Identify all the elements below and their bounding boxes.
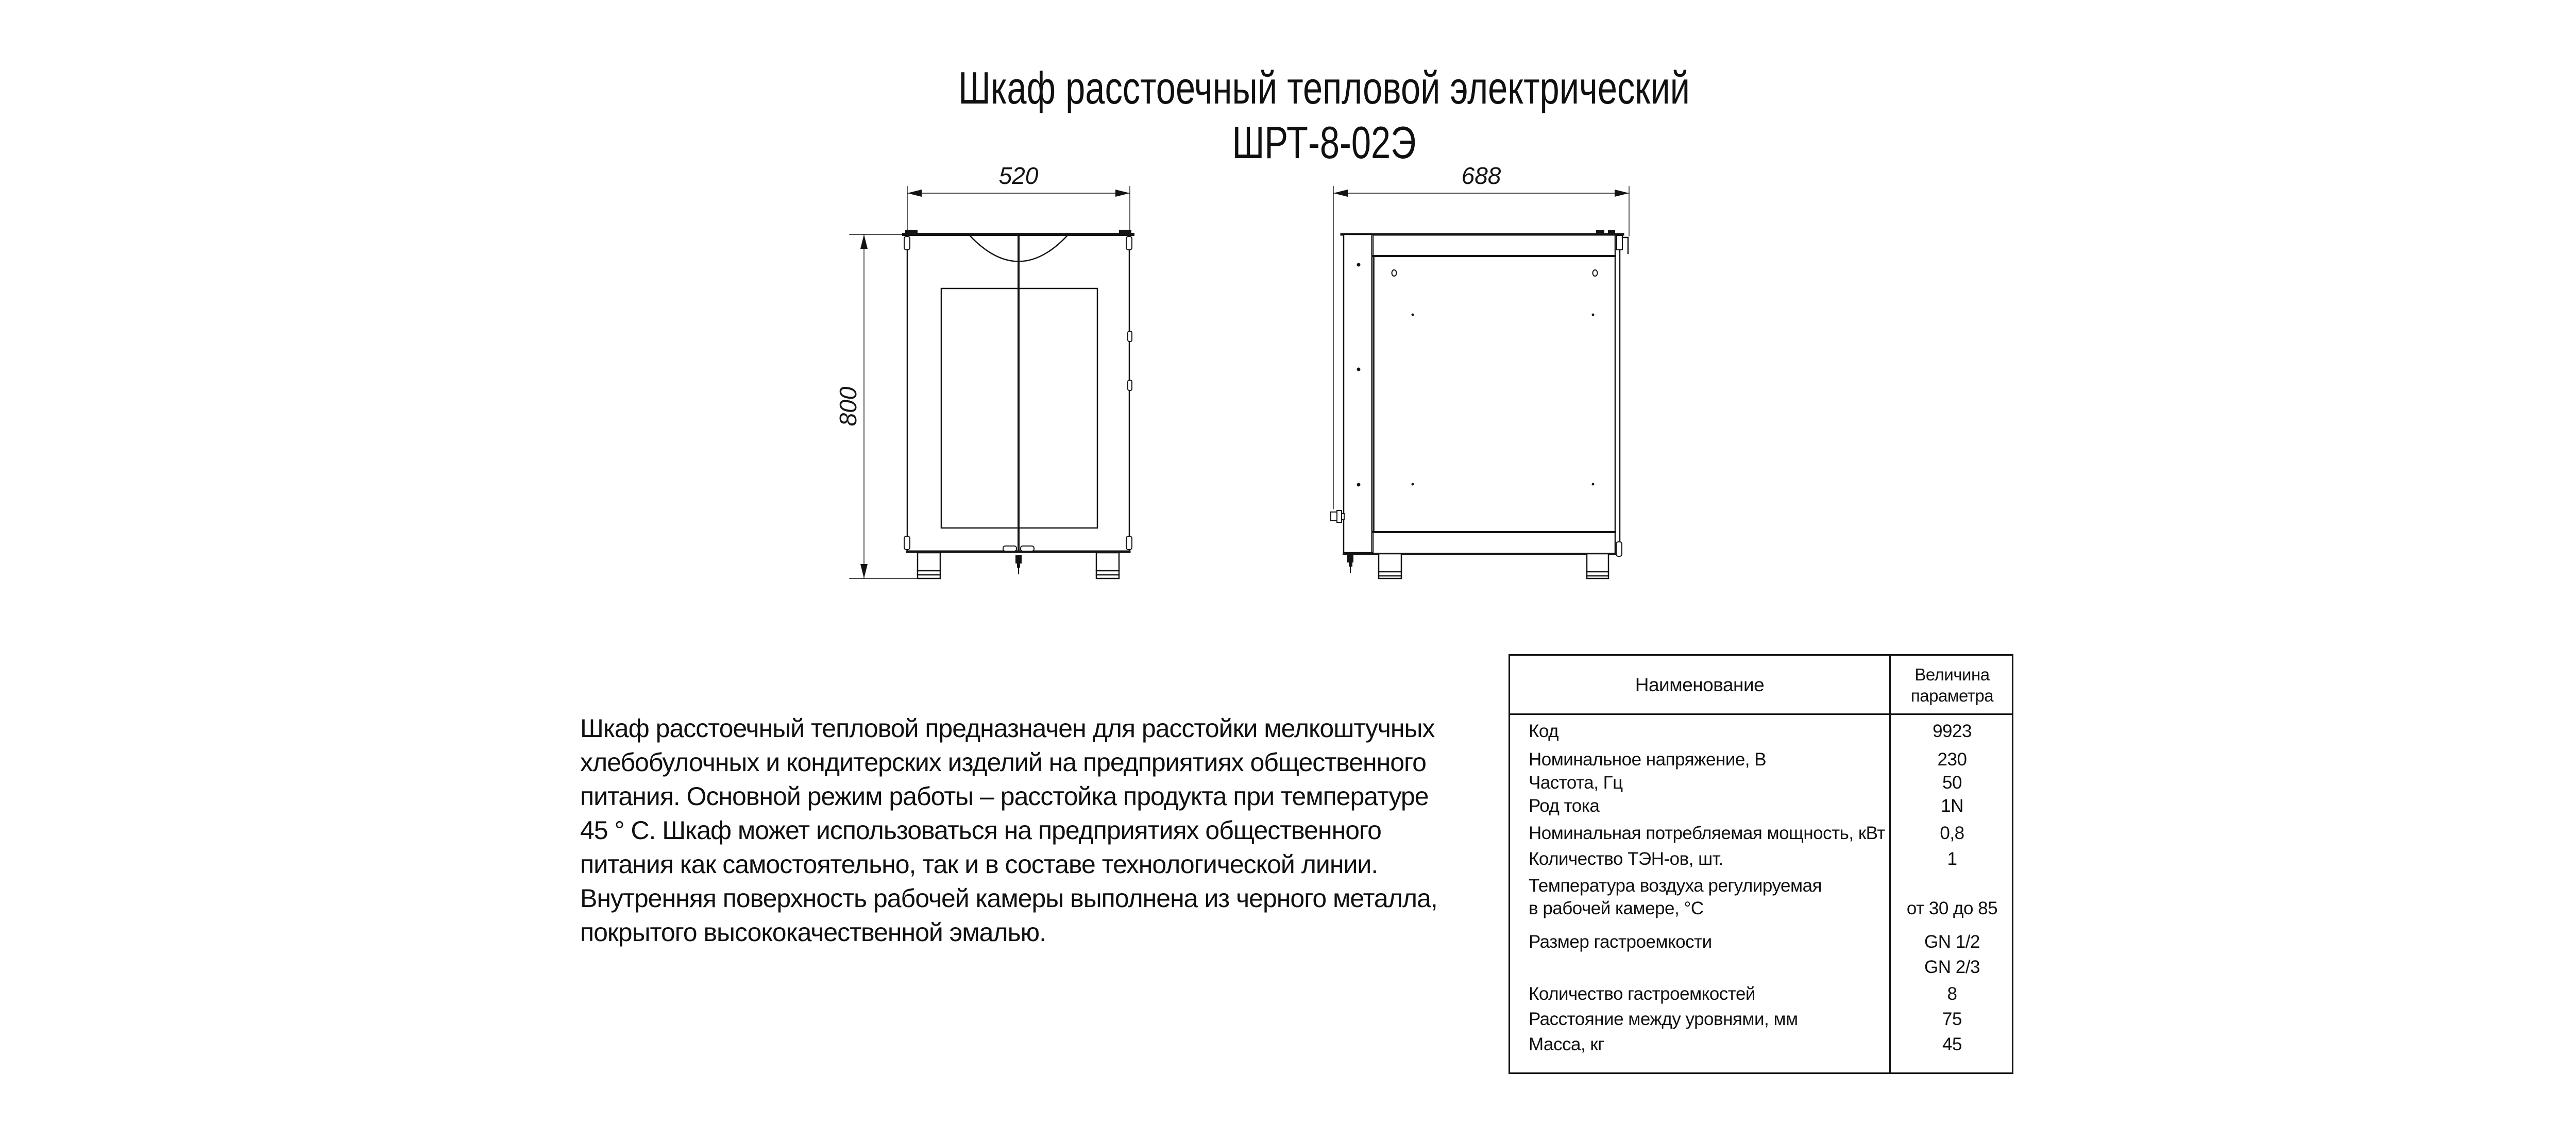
param-name: Частота, Гц [1529, 773, 1623, 793]
spec-table-header-name: Наименование [1635, 674, 1765, 695]
side-lock-pin [1347, 555, 1353, 573]
side-depth-dimension [1333, 165, 1629, 509]
side-hinge-bracket [1616, 235, 1628, 556]
front-lid-cap-right [1119, 230, 1131, 233]
spec-table-header-value-line1: Величина [1914, 665, 1990, 684]
param-name: в рабочей камере, °С [1529, 898, 1704, 918]
dim-arrow-down-icon [860, 564, 868, 578]
table-row [1510, 823, 2012, 847]
param-value: 1N [1941, 796, 1963, 816]
table-row [1510, 773, 2012, 796]
spec-table-header-value-line2: параметра [1910, 686, 1994, 705]
side-cabinet-body [1342, 230, 1623, 554]
description-line: покрытого высококачественной эмалью. [580, 918, 1046, 947]
param-value: 75 [1942, 1009, 1962, 1029]
side-panel-holes [1357, 263, 1598, 487]
param-value: 8 [1947, 984, 1957, 1004]
spec-table-header-divider [1510, 713, 2012, 715]
dim-arrow-right-icon [1615, 190, 1629, 197]
table-row [1510, 849, 2012, 873]
param-name: Род тока [1529, 796, 1600, 816]
front-height-label: 800 [835, 386, 861, 426]
front-view-drawing [835, 165, 1133, 578]
param-value: 50 [1942, 773, 1962, 793]
table-row [1510, 932, 2012, 956]
table-row [1510, 984, 2012, 1008]
table-row [1510, 796, 2012, 820]
param-name: Количество гастроемкостей [1529, 984, 1755, 1004]
param-name: Расстояние между уровнями, мм [1529, 1009, 1798, 1029]
front-width-label: 520 [998, 165, 1039, 189]
side-back-edge [1615, 234, 1620, 553]
side-lid-mark [1608, 230, 1615, 233]
description-line: питания как самостоятельно, так и в составе технологической линии. [580, 850, 1378, 879]
side-view-drawing [1331, 165, 1629, 578]
param-value: GN 2/3 [1924, 957, 1980, 977]
page-title-line2: ШРТ-8-02Э [1232, 117, 1416, 168]
description-line: Шкаф расстоечный тепловой предназначен для расстойки мелкоштучных [580, 714, 1435, 743]
front-width-dimension [907, 165, 1130, 232]
dim-arrow-left-icon [907, 190, 922, 197]
description-line: питания. Основной режим работы – расстойка продукта при температуре [580, 782, 1429, 811]
param-value: 45 [1942, 1034, 1962, 1054]
table-row [1510, 957, 2012, 981]
param-value: 1 [1947, 849, 1957, 869]
table-row [1510, 749, 2012, 773]
table-row [1510, 1009, 2012, 1033]
param-name: Размер гастроемкости [1529, 932, 1712, 952]
param-value: 9923 [1933, 721, 1972, 741]
side-door-edge [1344, 234, 1373, 553]
param-name: Номинальная потребляемая мощность, кВт [1529, 823, 1885, 843]
side-depth-label: 688 [1461, 165, 1501, 189]
side-door-handle [1331, 510, 1344, 522]
param-name: Масса, кг [1529, 1034, 1604, 1054]
dim-arrow-up-icon [860, 234, 868, 249]
table-row [1510, 1034, 2012, 1058]
page-title [922, 61, 1726, 170]
param-value: от 30 до 85 [1906, 898, 1998, 918]
side-legs [1379, 554, 1608, 578]
param-name: Код [1529, 721, 1559, 741]
table-row [1510, 898, 2012, 922]
description-line: Внутренняя поверхность рабочей камеры выполнена из черного металла, [580, 884, 1437, 913]
param-name: Номинальное напряжение, В [1529, 749, 1767, 770]
page-title-line1: Шкаф расстоечный тепловой электрический [958, 62, 1690, 113]
dim-arrow-left-icon [1333, 190, 1348, 197]
side-lid-mark [1596, 230, 1604, 233]
table-row [1510, 876, 2012, 899]
description-line: 45 ° С. Шкаф может использоваться на предприятиях общественного [580, 816, 1381, 845]
spec-table [1509, 654, 2013, 1074]
param-value: 0,8 [1940, 823, 1964, 843]
front-lid-cap-left [905, 230, 918, 233]
dim-arrow-right-icon [1115, 190, 1130, 197]
param-value: 230 [1937, 749, 1967, 770]
table-row [1510, 721, 2012, 745]
technical-drawings [793, 165, 1680, 613]
param-value: GN 1/2 [1924, 932, 1980, 952]
param-name: Количество ТЭН-ов, шт. [1529, 849, 1723, 869]
product-description [580, 711, 1456, 949]
spec-table-header-value [1891, 664, 2013, 706]
description-line: хлебобулочных и кондитерских изделий на предприятиях общественного [580, 748, 1426, 777]
param-name: Температура воздуха регулируемая [1529, 876, 1822, 896]
